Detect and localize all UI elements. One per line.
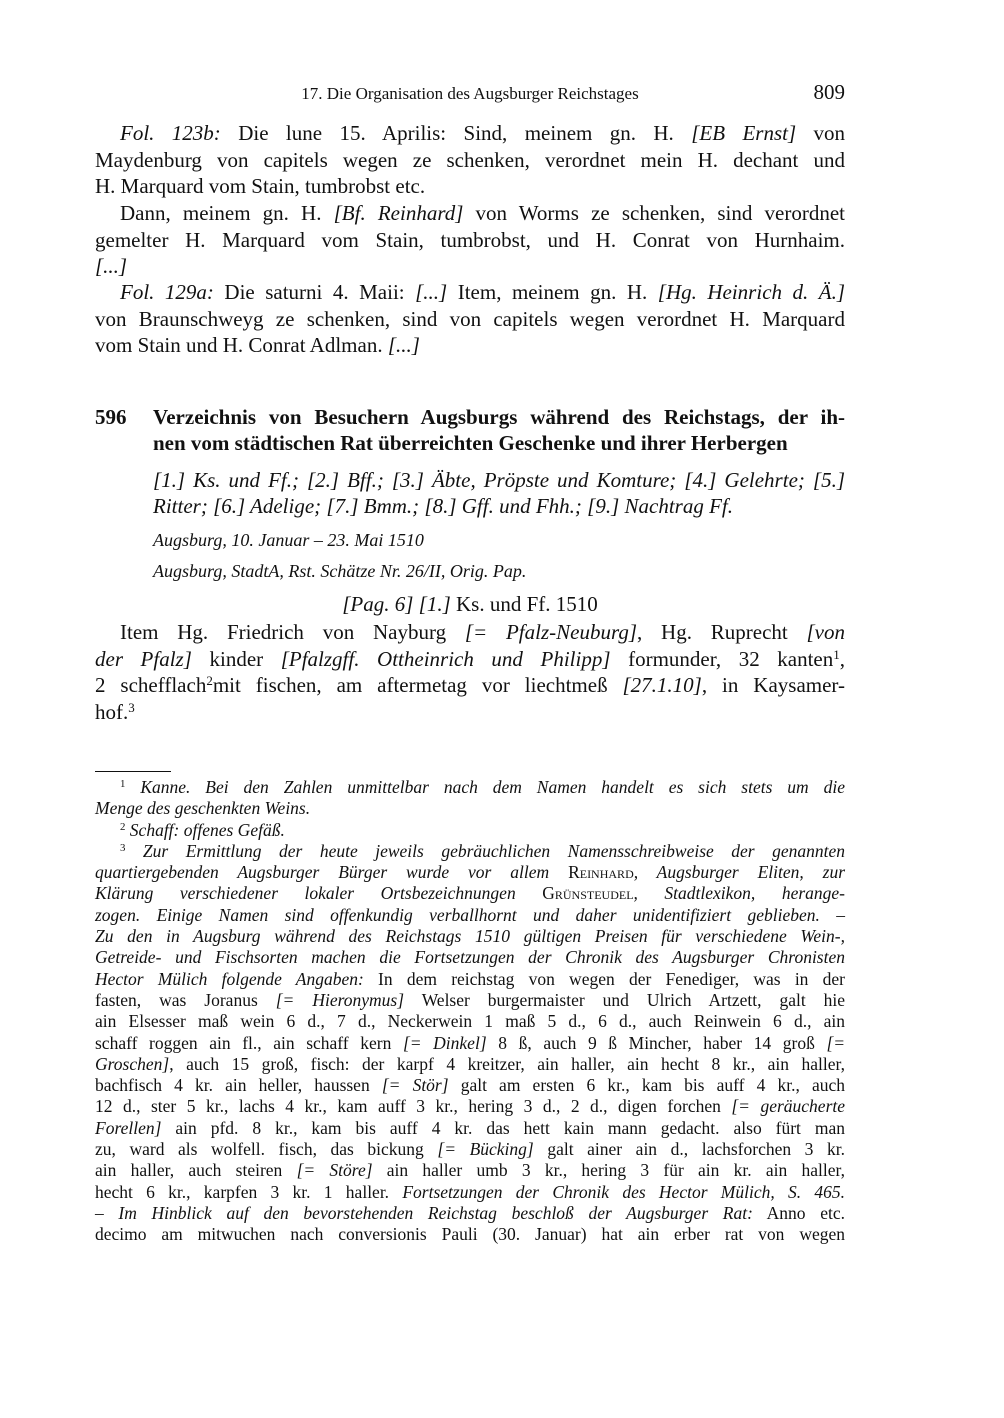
text-line [153,560,845,582]
text-segment: [= Pfalz-Neuburg] [464,620,638,644]
text-segment: Augsburg, StadtA, Rst. Schätze Nr. 26/II, Orig. Pap. [153,561,527,581]
text-segment: decimo am mitwuchen nach conversionis Pauli (30. Januar) hat ain erber rat von wegen [95,1224,845,1245]
text-segment: mit fischen, am aftermetag vor liechtmeß [212,673,608,697]
text-segment: [= Stör] [381,1075,449,1096]
text-segment: [= Dinkel] [402,1032,487,1053]
text-segment: Hector Mülich folgende Angaben: [95,968,364,989]
text-segment: Menge des geschenkten Weins. [95,798,311,819]
text-segment: nen vom städtischen Rat überreichten Geschenke und ihrer Herbergen [153,431,788,455]
footnote-marker: 1 [833,646,840,662]
text-line [95,1139,845,1160]
running-head-title: 17. Die Organisation des Augsburger Reichstages [301,84,639,103]
text-segment: gemelter H. Marquard vom Stain, tumbrobst, und H. Conrat von Hurnhaim. [95,227,845,252]
text-line [95,862,845,883]
text-line [95,699,845,726]
text-line [95,227,845,254]
text-segment: formunder, 32 kanten [628,646,834,671]
text-segment: [1.] Ks. und Ff.; [2.] Bff.; [3.] Äbte, Pröpste und Komture; [4.] Gelehrte; [5.] [153,468,845,492]
text-line [95,619,845,646]
text-segment: [= Bücking] [437,1139,534,1160]
text-segment: der Pfalz] [95,646,192,671]
text-segment: ain haller, auch steiren [95,1160,283,1181]
text-line [153,467,845,493]
entry-number: 596 [95,405,127,429]
text-segment: Maydenburg von capitels wegen ze schenken, verordnet mein H. dechant und [95,147,845,172]
text-segment: bachfisch 4 kr. ain heller, haussen [95,1075,370,1096]
text-segment: [Pag. 6] [1.] [342,592,451,616]
text-segment: Fortsetzungen der Chronik des Hector Mülich, S. 465. [402,1181,846,1202]
text-segment: Anno etc. [766,1202,845,1223]
text-line [153,493,845,519]
text-segment: , in Kaysamer- [701,673,845,697]
text-segment: Fol. 123b: [120,121,221,145]
text-line [95,306,845,333]
text-segment: hecht 6 kr., karpfen 3 kr. 1 haller. [95,1181,390,1202]
text-segment: von Braunschweyg ze schenken, sind von capitels wegen verordnet H. Marquard [95,306,845,331]
footnote-rule [95,771,171,772]
text-line [95,883,845,904]
text-line [95,253,845,280]
text-segment: galt ainer ain d., lachsforchen 3 kr. [547,1139,845,1160]
text-line [95,120,845,147]
page-number: 809 [813,80,845,104]
section-heading [95,591,845,618]
text-segment: Item, meinem gn. H. [457,280,648,304]
text-segment: 2 schefflach [95,673,207,697]
text-segment: 12 d., ster 5 kr., lachs 4 kr., kam auff 3 kr., hering 3 d., 2 d., digen forchen [95,1096,721,1117]
text-segment: – Im Hinblick auf den bevorstehenden Reichstag beschloß der Augsburger Rat: [95,1202,753,1223]
text-line [95,173,845,200]
text-line [95,777,845,798]
text-segment: Augsburg, 10. Januar – 23. Mai 1510 [153,530,424,550]
text-line [95,1011,845,1032]
text-segment: [EB Ernst] [691,121,797,145]
text-segment: , auch 15 groß, fisch: der karpf 4 kreitzer, ain haller, ain hecht 8 kr., ain haller, [169,1053,845,1074]
text-line [95,1160,845,1181]
text-segment: Dann, meinem gn. H. [120,201,322,225]
text-segment: Welser burgermaister und Ulrich Artzett, galt hie [421,989,846,1010]
text-segment: Getreide- und Fischsorten machen die Fortsetzungen der Chronik des Augsburger Chronisten [95,947,845,968]
text-segment: schaff roggen ain fl., ain schaff kern [95,1032,392,1053]
text-segment: ain pfd. 8 kr., kam bis auff 4 kr. das hett kain mann gedacht. also fürt man [175,1117,846,1138]
text-segment: Zu den in Augsburg während des Reichstags 1510 gültigen Preisen für verschiedene Wein-, [95,926,845,947]
text-segment: , Augsburger Eliten, zur [633,862,846,883]
text-line [95,1075,845,1096]
entry-source [153,560,845,582]
footnote-marker: 1 [120,778,126,791]
text-line [95,798,845,819]
footnotes [95,777,845,1246]
text-segment: Die lune 15. Aprilis: Sind, meinem gn. H. [238,121,674,145]
text-segment: Fol. 129a: [120,280,214,304]
text-segment: H. Marquard vom Stain, tumbrobst etc. [95,174,426,198]
text-segment: Klärung verschiedener lokaler Ortsbezeichnungen [95,883,516,904]
entry-title [153,404,845,456]
text-segment: [= geräucherte [731,1096,846,1117]
text-line [95,820,845,841]
footnote-marker: 3 [120,841,126,854]
paragraph-item [95,619,845,725]
text-segment: Forellen] [95,1117,162,1138]
text-segment: [von [806,620,845,644]
text-segment: Groschen] [95,1053,170,1074]
text-segment: Item Hg. Friedrich von Nayburg [120,620,447,644]
text-line [95,646,845,673]
text-segment: [Hg. Heinrich d. Ä.] [657,280,846,304]
text-line [95,1182,845,1203]
text-segment: Zur Ermittlung der heute jeweils gebräuchlichen Namensschreibweise der genannten [125,840,845,861]
text-segment: von [813,121,846,145]
text-segment: , [839,646,846,671]
text-segment: , Stadtlexikon, herange- [633,883,845,904]
text-segment: [...] [415,280,448,304]
text-segment: Schaff: offenes Gefäß. [125,819,285,840]
text-line [95,1224,845,1245]
text-segment: In dem reichstag von wegen der Fenediger, was in der [378,968,845,989]
entry-subtitle [153,467,845,519]
paragraph-dann [95,200,845,280]
text-segment: [...] [95,254,128,278]
footnote-marker: 3 [128,699,135,715]
text-line [95,1203,845,1224]
text-segment: zogen. Einige Namen sind offenkundig verballhornt und daher unidentifiziert geblieben. – [95,904,845,925]
text-segment: [Bf. Reinhard] [333,201,464,225]
text-line [153,529,845,551]
text-line [95,905,845,926]
text-segment: Verzeichnis von Besuchern Augsburgs während des Reichstags, der ih- [153,405,845,429]
text-line [95,1033,845,1054]
text-line [95,200,845,227]
text-line [95,1054,845,1075]
text-segment: [= [826,1032,846,1053]
text-segment: 8 ß, auch 9 ß Mincher, haber 14 groß [498,1032,815,1053]
text-segment: hof. [95,699,129,724]
text-segment: galt am ersten 6 kr., kam bis auff 4 kr., auch [460,1075,845,1096]
text-segment: Die saturni 4. Maii: [224,280,405,304]
text-line [153,430,845,456]
text-segment: Ks. und Ff. 1510 [456,592,598,616]
text-line [95,279,845,306]
text-segment: [...] [387,333,420,357]
text-line [95,926,845,947]
text-segment: [= Hieronymus] [275,989,405,1010]
text-line [95,672,845,699]
text-line [95,332,845,359]
entry-date [153,529,845,551]
text-segment: ain haller umb 3 kr., hering 3 für ain kr. ain haller, [386,1160,846,1181]
text-segment: quartiergebenden Augsburger Bürger wurde vor allem [95,862,550,883]
text-line [95,1118,845,1139]
text-segment: [27.1.10] [622,673,702,697]
text-line [95,990,845,1011]
text-segment: fasten, was Joranus [95,989,258,1010]
footnote-marker: 2 [120,820,126,833]
text-line [95,591,845,618]
paragraph-fol-123b [95,120,845,200]
text-segment: , Hg. Ruprecht [637,620,788,644]
entry-heading [95,404,845,456]
text-line [153,404,845,430]
text-line [95,947,845,968]
text-segment: ain Elsesser maß wein 6 d., 7 d., Neckerwein 1 maß 5 d., 6 d., auch Reinwein 6 d., ain [95,1011,845,1032]
text-segment: [= Störe] [296,1160,373,1181]
text-segment: zu, ward als wolfell. fisch, das bickung [95,1139,424,1160]
text-segment: Grünsteudel [542,883,634,904]
footnote-marker: 2 [206,672,213,688]
text-line [95,969,845,990]
text-segment: Reinhard [568,862,634,883]
text-segment: vom Stain und H. Conrat Adlman. [95,333,383,357]
text-segment: Ritter; [6.] Adelige; [7.] Bmm.; [8.] Gff. und Fhh.; [9.] Nachtrag Ff. [153,494,734,518]
text-segment: kinder [209,646,264,671]
text-line [95,841,845,862]
paragraph-fol-129a [95,279,845,359]
text-segment: von Worms ze schenken, sind verordnet [475,201,845,225]
text-segment: Kanne. Bei den Zahlen unmittelbar nach dem Namen handelt es sich stets um die [125,777,845,797]
text-line [95,147,845,174]
text-segment: [Pfalzgff. Ottheinrich und Philipp] [280,646,611,671]
text-line [95,1096,845,1117]
